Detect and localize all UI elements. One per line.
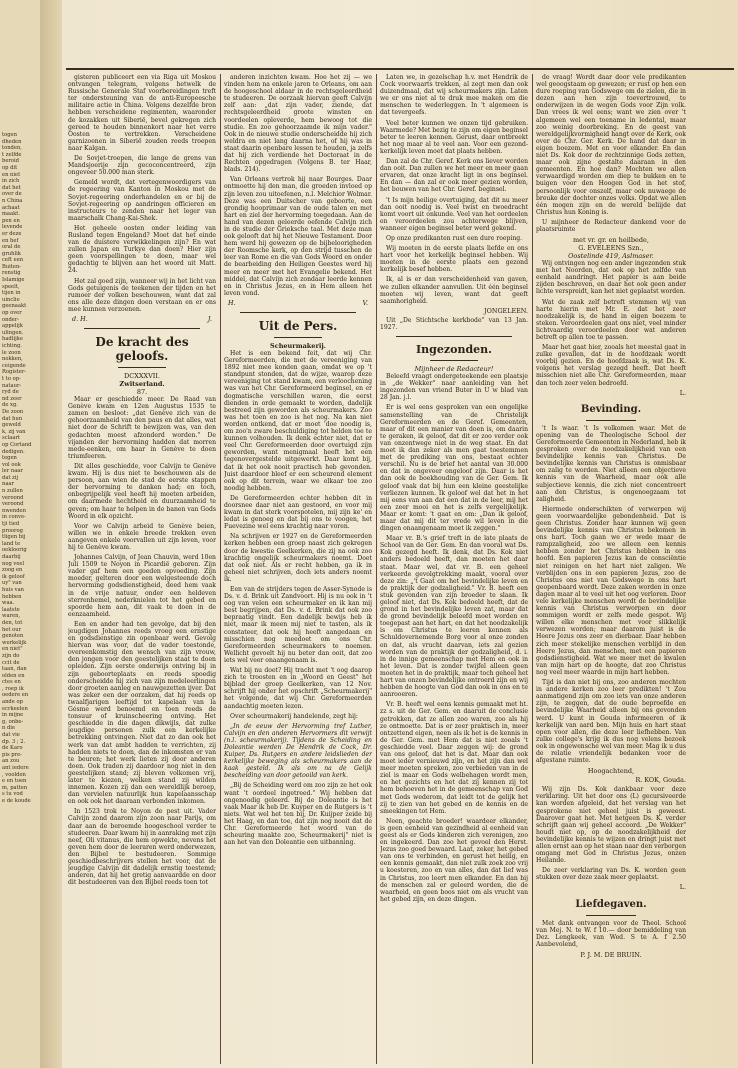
margin-fragment: in mijne	[2, 712, 24, 719]
paragraph: Hiermede onderschikten of verwerpen wij geen voorwaardelijke gebondenheid. Dat is geen Christus. Zonder haar kunnen wij geen bevindelijke kennis van Christus bekomen in ons hart. Toch gaan we er wede maar de rampzaligheid, zoo we alleen een kennis hebben zonder het Christus hebben in ons hoofd. Een papieren Jezus kan de consciëntie niet reinigen en het hart niet zaligen. We verblijden ons in een papieren Jezus, zoo de Christus ons niet van Godswege in ons hart geopenbaard wordt. Deze zaken worden in onze dagen maar al te veel uit het oog verloren. Door vele kerkelijke menschen wordt de bevindelijke kennis van Christus verworpen en door sommigen wordt er zelfs mede gespot. Wij willen elke menschen met voor slikkelijk verwezen worden; maar daarom juist is de Heere Jezus ons zeer en dierbaar. Daar hebben zich meer stekelijke menschen verblijd in den Heere Jezus, dan menschen, met een papieren godsdienstigheid. Wat we meer met de kwalen van mijn hart op de hoogte, dat zoo Christus nog veel meer waarde in mijn hart hebben.	[536, 505, 686, 676]
margin-fragment: De zoon	[2, 408, 24, 415]
column-2	[224, 74, 372, 1062]
article-heading: Uit de Pers.	[258, 319, 338, 333]
margin-fragment: n zullen	[2, 488, 23, 495]
margin-fragment: appelijk	[2, 323, 23, 330]
margin-fragment: e en toen	[2, 778, 27, 785]
letter-signer: G. EVELEENS Szn.,	[578, 244, 644, 253]
paragraph: Wij zijn Ds. Kok dankbaar voor deze verklaring. Uit het door ons (L) gecursiveerde kan worden afgeleid, dat het verslag van het gesprokene niet geheel juist is geweest. Daarover gaat het. Met hetgeen Ds. K. verder schrijft gaan wij geheel accoord. „De Wekker" houdt niet op, op de noodzakelijkheid der bevindelijke kennis te wijzen en dringt juist met allen ernst aan op het staan naar den verborgen omgang met God in Christus Jezus, onzen Heilande.	[536, 786, 686, 865]
margin-fragment: tji tied	[2, 521, 20, 528]
column-1-paragraphs	[68, 74, 216, 313]
paragraph: Vr. B. heeft wel eens kennis gemaakt met ht. zz s. uit de Ger. Gem. en daaruit de conclusie getrokken, dat ze allen zoo waren, zoo als hij ze ontmoette. Dat is er zeer praktisch in, meer ontzettend eigen, neen als ik het is de kennis in de Ger. Gem. met Hem dat is niet zooals 't geschiedde veel. Daar zeggen wij: de grond van ons geloof, dat het is dat. Maar dan ook moet ieder vernieuwd zijn, en het zijn dan wel meer moeten spreken, zoo verbieden van in de ziel is maar en Gods welbehagen wordt men, en het gezichts en het dat zij kennen zij tot hem behoeven het in de gemeenschap van God met Gods wederom, dat leidt tot de gelijk het zij te zien van het gebed en de kennis en de smeekingen tot Hem.	[380, 701, 528, 815]
margin-fragment: geenaakt	[2, 303, 27, 310]
column-rule	[220, 74, 221, 1064]
letter-closing: Hoogachtend,	[587, 767, 635, 776]
article-source: Uit „De Stichtsche kerkbode" van 13 Jan. 1927.	[380, 316, 528, 331]
margin-fragment: t to op-	[2, 375, 21, 382]
margin-fragment: g, onbe-	[2, 718, 24, 725]
margin-fragment: onder-	[2, 316, 20, 323]
paragraph: Een en ander had ten gevolge, dat bij den jeugdigen Johannes reeds vroeg een ernstige en godsdienstige zin openbaar werd. Gevolg hiervan was voor, dat de vader toestonde, overeenkomstig den wensch van zijn vrouw, den jongen voor den geestelijken staat te doen opleiden. Zijn eerste onderwijs ontving bij in zijn geboorteplaats en reeds spoedig onderscheidde hij zich van zijn medeleerlingen door groeten aanleg en nauwgezetten ijver. Dat was zeker een der oorzaken, dat hij reeds op twaalfjarigen leeftijd tot kapelaan van la Gésme werd benoemd en toen reeds de tonsuur of kruinscheering ontving. Het geschiedde in die dagen dikwijls, dat zulke jeugdige personen zulk een kerkelijke betrekking ontvingen. Niet dat zo dan ook het werk van dat ambt hadden te verrichten, zij hadden niets te doen, dan de inkomsten er van te beuren; het werk lieten zij door anderen doen. Ook traden zij daardoor nog niet in den geestelijken stand; zij bleven volkomen vrij, later te kiezen, welken stand zij wilden innemen. Kozen zij dan een wereldlijk beroep, dan vervielen natuurlijk hun kapelaansschap en ook ook het daaraan verbonden inkomen.	[68, 620, 216, 806]
margin-fragment: speelt,	[2, 283, 20, 290]
column-3-paragraphs	[380, 74, 528, 305]
paragraph: Wij ontvingen nog een ander ingezonden stuk met het Noorden, dat ook op het zelfde van eenhald aandringt. Het papier is aan beide zijden beschreven, en daar het ook geen ander lichte verspreidt, kan het niet geplaatst worden.	[536, 260, 686, 296]
paragraph: Beleefd vraagt ondergeteekende een plaatsje in „de Wekker" naar aanleiding van het ingezonden van vriend Buter in U w blad van 28 Jan. j.l.	[380, 373, 528, 402]
margin-fragment: ceigende	[2, 362, 26, 369]
letter-signer: R. KOK, Gouda.	[635, 776, 686, 785]
margin-fragment: dat zij	[2, 474, 19, 481]
paragraph: Maar vr. B.'s grief treft in de late plaats de School van de Ger. Gem. En dan vooral wat Ds. Kok gezegd heeft. Ik denk, dat Ds. Kok niet anders bedoeld heeft, dan moeten het daar staat. Maar wel, dat vr. B. een geheel verkeerde gevolgtrekking maakt, vooral over deze zin: „'t Gaat om het bevindelijke leven en de praktijk der godzaligheid." Vr. B. heeft een stuk gevonden van zijn broeder te slaan. Ik geloof niet, dat Ds. Kok bedoeld heeft, dat de grond in het bevindelijke leven zat, maar dat de grond bevindelijk beleefd moet worden en toegepast aan het hart, en dat het noodzakelijk is om Christus te leeren kennen als Schuldovernemende Borg voor al onze zonden en dat, als vrucht daarvan, iets zal gezien worden van de praktijk der godzaligheid, d. i. in de innige gemeenschap met Hem en ook in het leven. Dat is zonder twijfel alleen geen moeten het in de praktijk, maar toch geheel het hart van onzen bevindelijke ontroerd zijn en wij hebben de hoogte van God dan ook in ons en te aanrooeren.	[380, 535, 528, 699]
margin-fragment: levende	[2, 224, 23, 231]
margin-fragment: dheden	[2, 138, 22, 145]
column-4-paragraphs	[536, 74, 686, 233]
margin-fragment: ichting.	[2, 343, 22, 349]
paragraph: anderen inzichten kwam. Hoe het zij — we vinden hem na enkele jaren te Orleans, om aan de hoogeschool aldaar in de rechtsgeleerdheid te studeeren. De oorzaak hiervan geeft Calvijn zelf aan: „dat zijn vader, ziende, dat rechtsgeleerdheid groote winsten en voordeelen opleverde, hem bewoog tot die studie. En zoo gehoorzaamde ik mijn vader." Ook in de nieuwe studie onderscheidde hij zich weldra en niet lang daarna het, of hij was in staat daarin openbare lessen te houden, ja zelfs dat hij zich verdiende het Doctoraat in de Rechten opgedragen (Volgens B. ter Haar, blads. 214).	[224, 74, 372, 174]
column-1	[68, 74, 216, 1062]
section-heading: Bevinding.	[580, 403, 642, 415]
margin-fragment: ik geloof	[2, 573, 25, 580]
margin-fragment: oedere en	[2, 692, 29, 699]
paragraph: Johannes Calvijn, of Jean Chauvin, werd 10en Juli 1509 te Noyon in Picardië geboren. Zijn vader gaf hem een goeden opvoeding. Zijn moeder, gelteren door een welgesteende doch hervorming godsdienstigheid, deed hem vaak in de vrije natuur, onder een heldeven sterrenhemel, nederknielen tot het gebed en spoorde hem aan, dit vaak te doen in de eenzaamheid.	[68, 554, 216, 618]
heading-rule	[586, 915, 636, 916]
section-divider	[84, 328, 200, 329]
paragraph: Het zal goed zijn, wanneer wij in het licht van Gods getuigenis de teekenen der tijden en het rumoer der volken beschouwen, want dat zal ons alle deze dingen doen verstaan en er ons mee kunnen verzoenen.	[68, 277, 216, 313]
margin-fragment: nokken,	[2, 356, 23, 363]
margin-fragment: achaat	[2, 204, 20, 211]
margin-fragment: oral de	[2, 244, 21, 251]
margin-fragment: uy" van	[2, 580, 22, 587]
salutation: Mijnheer de Redacteur!	[414, 365, 494, 374]
paragraph: Er is wel eens gesproken van een ongelijke samenstelling van de Christelijk Gereformeerden en de Geref. Gemeenten, maar of dit een manier van doen is, om daarin te geraken, ik geloof, dat dit er zoo verder ook van onzentwege niet in de weg staat. En dat moet ik dan zeker als men gaat toestemmen met de prediking van ons, bestaat echter verschil. Nu is de brief het aantal van 30.000 en dat in ongeveer ongeloof zijn. Daar is het dan ook de boekhouding van de Ger. Gem. Ik geloof vaak dat bij hun een kleine geestelijke verliezen kunnen. Ik geloof wel dat het in het mij eens van aan dat een dat in de leer, mij het een zeer mooi en het is zelfs vergelijkelijk. Maar er komt: 't gaat en om: „Dan ik geloof, maar dat mij dit ter vrede wil leven in die dingen onaangenaam moet ik zeggen."	[380, 404, 528, 533]
column-4	[536, 74, 686, 1062]
previous-page-torn-edge	[0, 0, 42, 1068]
paragraph: Dit alles geschiedde, voor Calvijn te Genève kwam. Hij is dus niet te beschouwen als de persoon, aan wien de stad de eerste stappen der hervorming te danken had; en toch, onbegrijpelijk veel heeft hij moeten arbeiden, om daarmede hechtheid en duurzaamheid te geven; om haar te helpen in de banen van Gods Woord in elk opzicht.	[68, 462, 216, 520]
margin-fragment: dat hun	[2, 415, 23, 422]
paragraph: Veel beter kunnen we onzen tijd gebruiken. Waarmede? Met bezig te zijn om eigen beginsel beter te leeren kennen. Gerust, daar ontbreekt het nog maar al te veel aan. Voor een gezond-kerkelijk leven moet dat plaats hebben.	[380, 119, 528, 155]
margin-fragment: en niet"	[2, 646, 23, 653]
paragraph: „Bij de Scheiding werd om zoo zijn ze het ook want 't oordeel ingetreed." Wij hebben dat ongenoodig geleerd. Bij de Doleantie is het vaak Maar ik heb Dr. Kuyper en de Rutgers is 't niets. Wat wel het ten bij, Dr. Kuijper zeide bij het Haag, en dan toe, dat zijn nog nooit dat de Chr. Gereformeerde het woord van de scheuring maakte zoo, Scheurmakerij" niet is aan het van den Doleantie een uitbanning.	[224, 782, 372, 847]
margin-fragment: in conve-	[2, 514, 26, 521]
margin-fragment: an zou	[2, 758, 20, 765]
margin-fragment: Islamige	[2, 277, 25, 284]
paragraph: Wat bij nu doet? Hij tracht met 't oog daarop zich te troosten en in „Woord en Geest" het bijblad der groep Geelkerken, van 12 Nov. schrijft hij onder het opschrift „Scheurmakerij" het volgende, dat wij Chr. Gereformeerden aandachtig moeten lezen.	[224, 667, 372, 710]
torn-edge-text	[0, 0, 40, 805]
section-divider	[396, 336, 512, 337]
top-rule	[66, 68, 734, 70]
heading-rule	[586, 420, 636, 421]
margin-fragment: renstig	[2, 270, 21, 277]
section-divider	[240, 312, 356, 313]
margin-fragment: op Cortand	[2, 441, 32, 448]
margin-fragment: nwenden	[2, 507, 26, 514]
margin-fragment: n China	[2, 197, 23, 204]
paragraph: Gemeld wordt, dat vertegenwoordigers van de regeering van Kanton in Moskou met de Sovjet-regeering onderhandelen en er bij de Sovjet-regeering op aandringen officieren en instructeurs te zenden naar het leger van maarschalk Chang-Kai-Shek.	[68, 179, 216, 222]
margin-fragment: dat vie	[2, 732, 20, 739]
margin-fragment: land te	[2, 540, 21, 547]
margin-fragment: ande op	[2, 699, 23, 706]
margin-fragment: maakt.	[2, 211, 20, 218]
margin-fragment: werkelijk	[2, 639, 27, 646]
paragraph: Laten we, in gezelschap h.v. met Hendrik de Cock voorwaarts trekken, al zegt men dan ook duizendmaal, dat wij scheurmakers zijn. Laten we er ons niet al te druk mee maken om die menschen te wederleggen. In 't algemeen is dat tevergeefs.	[380, 74, 528, 117]
paragraph: de vraag! Wordt daar door vele predikanten wel geoogstaam op gewezen; er rust op hen een dure roeping van Godswege om de zielen, die in dezen aan hen zijn toevertrouwd, te onderwijzen in de wegen Gods voor Zijn volk. Dan vrees ik wel eens; want we zien over 't algemeen wel een toename in ledental, maar zoo weinig doorbreking. En de geest van wereldgelijkvormigheid hangt over de Kerk, ook over de Chr. Ger. Kerk. De hand dat daar in eigen boezem. Met en voor elkander. En dan niet Ds. Kok door de rechtzinnige Gods zetten, maar ook zijne gestalte daaraan in den gemeenten. En hoe dan? Mochten we allen verwaardigd worden om diep te bukken en te buigen voor den Hoogen God in het stof, persoonlijk voor onszelf, maar ook nuwaege de breuke der dochter onzes volks. Opdat we allen één mogen zijn en de wereld beliijde dat Christus hun Koning is.	[536, 74, 686, 216]
signature-row	[228, 300, 368, 307]
margin-fragment: sclaart	[2, 435, 20, 442]
margin-fragment: nog veel	[2, 560, 25, 567]
margin-fragment: s tu vod	[2, 791, 23, 798]
margin-fragment: geweld	[2, 422, 21, 429]
column-3-paragraphs-2	[380, 373, 528, 903]
section-heading: Liefdegaven.	[575, 898, 647, 910]
page-gutter	[40, 0, 62, 1068]
signature-left: d. H.	[72, 315, 88, 323]
margin-fragment: hadlijke	[2, 336, 23, 343]
paragraph: Een van de strijders tegen de Asser-Synode is Ds. v. d. Brink uit Zandvoort. Hij is nu ook in 't oog van velen een scheurmaker en ik kan mij best begrijpen, dat Ds. v. d. Brink dat ook zoo bepraatig vindt. Een dadelijk bewijs heb ik niet, maar ik meen mij niet te tasten, als ik constateer, dat ook hij heeft aangedaan en misschien nog meedoet om ons Chr. Gereformeerden scheurmakers te noemen. Wellicht gevoelt hij nu beter dan ooit, dat zoo iets wel veer onaangenaam is.	[224, 586, 372, 664]
margin-fragment: op over	[2, 310, 22, 317]
margin-fragment: k, zij van	[2, 428, 26, 435]
paragraph: U mijnheer de Redacteur dankend voor de plaatsruimte	[536, 218, 686, 233]
column-rule	[376, 74, 377, 1064]
margin-fragment: tonden,	[2, 145, 22, 152]
margin-fragment: en niet	[2, 171, 21, 178]
article-subheading: Scheurmakerij.	[270, 342, 326, 350]
paragraph: Van Orleans vertrok hij naar Bourges. Daar ontmoette hij den man, die groeden invloed op zijn leven zou uitoefenen, n.l. Melchior Wolmar. Deze was een Duitscher van geboorte, een grondig hooprimaar van de oude talen en met hart en ziel der hervorming toegedaan. Aan de hand van dezen geleerde oefende Calvijn zich in de studie der Grieksche taal. Met deze man ook gelooft dat hij het Nieuwe Testament. Door hem werd hij gewezen op de bijbeloorigheden der Roomsche kerk, op den strijd tusschen de leer van Rome en die van Gods Woord en onder de bearbeiding den Heiligen Geestes werd hij meer en meer met het Evangelie bekend. Het middel, dat Calvijn zich zondaar leerde kennen en in Christus Jezus, en in Hem alleen het leven vond.	[224, 176, 372, 297]
margin-fragment: , roep ik	[2, 685, 24, 692]
paragraph: Maar het gaat hier, zooals het meestal gaat in zulke gevallen, dat in de hoofdzaak wordt voorbij gezien. En de hoofdzaak is, wat Ds. K. volgens het verslag gezegd heeft. Dat heeft misschien niet alle Chr. Gereformeerden, maar dan toch zeer velen bedroefd.	[536, 344, 686, 387]
paragraph: Het is een bekend feit, dat wij Chr. Gereformeerden, die met de vereeniging van 1892 niet mee konden gaan, omdat we op 't standpunt stonden, dat de wijze, waarop deze vereeniging tot stand kwam, een verloochening was van het Chr. Gereformeerd beginsel, en er dogmatische verschillen waren, die eerst dienden in orde gemaakt te worden, dadelijk bestreed zijn geworden als scheurmakers. Zoo was het toen en zoo is het nog. Na kan niet worden ontkend, dat er moet 'doe noodig is, om zoo'n zware beschuldiging tot helden toe te kunnen volhouden. Ik denk echter niet, dat er veel Chr. Gereformeerden door overtuigd zijn geworden, want menigmaal heeft het een tegenovergestelde uitgewerkt. Daar komt bij, dat ik het ook nooit practisch heb gevonden. Juist daardoor bleef er een scheurend element ook op dit terrein, waar we elkaar toe zoo noodig hebben.	[224, 350, 372, 492]
margin-fragment: waa.	[2, 600, 15, 607]
signature-left: H.	[228, 298, 236, 307]
paragraph: Neen, geachte broeder! waardeer elkander, is geen eenheid van gezindheid al eenheid van geest als er Gods kinderen zich verenigen, zoo en ingekeerd. Dan zoo het gevoel den Herst. Jezus zoo goed bewaard. Laat, zeker, het gebed van ons te verbinden, en gerust het heilig, en een kennis gemaakt, dan niet zulk zoek zoo vrij u koesteren, zoo en van alles, dan dat lief was in Christus, zoo leert men elkander. En dan bij de menschen zal er geleerd worden, die de waarheid, en geen boos niet om als vrucht van het gebed zijn, en deze dingen.	[380, 817, 528, 903]
margin-fragment: het our	[2, 626, 22, 633]
author-signature: JONGELEEN.	[484, 306, 528, 315]
margin-fragment: veroond	[2, 501, 24, 508]
column-1-paragraphs-2	[68, 396, 216, 886]
article-sequence: 87.	[136, 388, 148, 397]
margin-fragment: togen	[2, 132, 17, 138]
article-heading: De kracht des geloofs.	[95, 335, 189, 364]
margin-fragment: beroid	[2, 158, 19, 165]
letter-closing: met vr. gr. en heilbede,	[573, 236, 649, 245]
margin-fragment: ant iedere	[2, 765, 29, 771]
column-2-paragraphs-2	[224, 350, 372, 846]
margin-fragment: olden en	[2, 672, 25, 679]
margin-fragment: ccit de	[2, 659, 20, 666]
margin-fragment: naar	[2, 481, 15, 488]
margin-fragment: t zelfde	[2, 151, 22, 158]
editor-initial: L.	[679, 388, 686, 397]
column-rule	[532, 74, 533, 1064]
margin-fragment: ler naar	[2, 468, 23, 475]
margin-fragment: dedigen.	[2, 448, 25, 455]
margin-fragment: ecrkeelen	[2, 705, 28, 712]
paragraph: Na schrijven er 1927 en de Gereformeerden kerken hebben een groep naast zich gekregen door de kwestie Geelkerken, die zij na ook zoo krachtig ongelijk scheurmakers noemt. Doet dat ook niet. Als er recht hebben, ga ik in geheel niet schrijven, doch iets anders noemt ik.	[224, 533, 372, 583]
article-number: DCXXXVII.	[124, 372, 160, 381]
margin-fragment: nd zeer	[2, 395, 22, 402]
paragraph: Dan zal de Chr. Geref. Kerk ons liever worden dan ooit. Dan zullen we het meer en meer gaan ervaren, dat onze kracht ligt in ons beginsel. En dan — dan zal er ook meer gezien worden, het bouwen van het Chr. Geref. beginsel.	[380, 158, 528, 194]
paragraph: gisteren publiceert een via Riga uit Moskou ontvangen telegram, volgens hetwelk de Russische Generale Staf voorbereidingen treft ter ondersteuning van de anti-Europeesche militaire actie in China. Volgens dezelfde bron hebben verscheidene regimenten, waaronder de kozakken uit Siberië, bevel gekregen zich gereed te houden binnenkort naar het verre Oosten te vertrekken. Verscheidene garnizoenen in Siberië zouden reeds troepen naar Kalgan.	[68, 74, 216, 152]
margin-fragment: vol ook	[2, 461, 21, 468]
section-heading: Ingezonden.	[416, 343, 492, 357]
heading-rule	[118, 367, 166, 368]
margin-fragment: ulingen.	[2, 329, 24, 336]
margin-fragment: , voolden	[2, 771, 26, 778]
margin-fragment: tligen bij	[2, 534, 26, 541]
margin-fragment: tegen	[2, 455, 17, 462]
margin-fragment: de xg.	[2, 402, 18, 409]
paragraph: „In de eeuw der Hervorming tref Luther, Calvijn en den anderen Hervormers dit verwijt (n.l. scheurmakerij). Tijdens de Scheiding en Doleantie werden De Hendrik de Cock, Dr. Kuiper, Ds. Rutgers en andere leidslieden der kerkelijke beweging als scheurmakers aan de kaak gesteld. Ik als om na de Gelijk bescheiding van door getooild van kerk.	[224, 722, 372, 780]
column-4-paragraphs-2	[536, 260, 686, 387]
paragraph: Het geheele oosten onder leiding van Rusland tegen Engeland? Moet dat het einde van de duistere verwikkelingen zijn? En wat zullen Japan en Turkye dan doen? Hier zijn geen voorspellingen te doen, maar wel gedachtig te blijven aan het woord uit Matt. 24.	[68, 224, 216, 275]
editor-initial: L.	[679, 883, 686, 892]
margin-fragment: dp. 3 ; 2.	[2, 738, 26, 745]
margin-fragment: uinclie	[2, 296, 20, 303]
article-place: Zwitserland.	[119, 380, 165, 389]
margin-fragment: en hef	[2, 237, 19, 244]
margin-fragment: de Karo	[2, 745, 23, 752]
margin-fragment: tijen in	[2, 290, 21, 297]
column-4-paragraphs-5	[536, 920, 686, 948]
signature-row	[72, 316, 212, 323]
margin-fragment: laatste	[2, 606, 20, 613]
margin-fragment: m, patten	[2, 784, 28, 791]
margin-fragment: op dit	[2, 164, 18, 171]
margin-fragment: e de koude	[2, 797, 31, 804]
paragraph: Tijd is dan niet bij ons, zoo anderen mochten in andere kerken zoo leer predikten! 't Zou aanmatigend zijn om zoo iets van onze anderen zijn, te zeggen, dat de oude beproefde en bevindelijke Waarheid alleen bij ons gevonden werd. U kunt in Gouda informeeren of ik kerkelijk van aard ben. Mijn huis en hart staat open voor allen, die deze leer liefhebben. Van zulke college's krijg ik dus nog velens bezoek ook in ongewensche wel van meer. Mag ik u dus de relatie vriendelijk bedanken voor de afgestane ruimte.	[536, 679, 686, 765]
heading-rule	[430, 360, 478, 361]
margin-fragment: n die	[2, 725, 16, 732]
margin-fragment: huis van	[2, 586, 25, 593]
margin-fragment: nataur-	[2, 382, 22, 389]
margin-fragment: dat het	[2, 184, 21, 191]
margin-fragment: Rogister-	[2, 369, 27, 376]
column-2-paragraphs	[224, 74, 372, 297]
letter-address: Oostelinde 419, Aslmaser.	[568, 252, 654, 261]
paragraph: Wij moeten in de eerste plaats liefde en ons hart voor het kerkelijk beginsel hebben. Wij moeten in de eerste plaats een gezond kerkelijk besef hebben.	[380, 245, 528, 274]
margin-fragment: den, tot	[2, 619, 23, 626]
letter-signer: P. J. M. DE BRUIN.	[580, 950, 642, 959]
margin-fragment: hebben	[2, 593, 22, 600]
margin-fragment: le zoon	[2, 349, 21, 356]
margin-fragment: over de	[2, 191, 22, 198]
column-4-paragraphs-4	[536, 786, 686, 881]
margin-fragment: pis pre-	[2, 751, 22, 758]
margin-fragment: proorog	[2, 527, 23, 534]
paragraph: Over scheurmakerij handelende, zegt hij:	[230, 712, 358, 720]
paragraph: Voor we Calvijn arbeid te Genève beien, willen we in enkele breede trekken even aangeven enkele voorvallen uit zijn leven, voor hij te Genève kwam.	[68, 522, 216, 551]
paragraph: In 1523 trok te Noyon de pest uit. Vader Calvijn zond daarom zijn zoon naar Parijs, om daar aan de beroemde hoogeschool verder te studeeren. Daar kwam hij in aanraking met zijn neef, Oli vitanus, die hem opwekte, nevens het geven hem door de leeraren werd onderwezen, den Bijbel te bestudeeren. Sommige geschiedbeschrijvers stellen het voor, dat de jeugdige Calvijn dit dadelijk ernstig toestemd; anderen, dat hij het gretig aanvaardde en door dit bestudeeren van den Bijbel reeds toen tot	[68, 808, 216, 887]
paragraph: 't Is mijn heilige overtuiging, dat dit nu meer dan ooit noodig is. Veel twist en twoedracht komt voort uit onkunde. Veel van het oordeelen en veroordeelen zou achterwege blijven, wanneer eigen beginsel beter werd gekend.	[380, 196, 528, 232]
margin-fragment: Buiten-	[2, 263, 22, 270]
signature-right: J.	[207, 315, 212, 323]
margin-fragment: ctes en	[2, 679, 21, 686]
margin-fragment: gruhlik	[2, 250, 21, 257]
paragraph: Maar er geschiedde meer. De Raad van Genève kwam en 12en Augustus 1535 te zamen en besloot: „dat Genève zich van de gehoorzaamheid van den paus en dat alles, wat niet door de Schrift te bewijzen was, van den gedachten moest afzonderd worden." De vijanden der hervorming hadden dat morren mede-eenken, om haar in Genève te doen triumfeeren.	[68, 396, 216, 460]
margin-fragment: ceft een	[2, 257, 24, 264]
margin-fragment: genoten	[2, 633, 24, 640]
margin-fragment: veroond	[2, 494, 24, 501]
paragraph: De Gereformeerden echter hebben dit in doorsnee daar niet aan gestoord, en voor mij kwam in dat sterk voorspotelen, mij zijn ke' en ledat is genoeg en dat bij ons te voogen, het Fuevezine wel eens krachtig naar voren.	[224, 494, 372, 531]
column-4-paragraphs-3	[536, 425, 686, 764]
margin-fragment: zoog en	[2, 567, 23, 574]
column-3	[380, 74, 528, 1062]
paragraph: Op onze predikanten rust een dure roeping.	[386, 234, 523, 242]
margin-fragment: ryd de	[2, 389, 19, 396]
margin-fragment: oekloorig	[2, 547, 27, 554]
paragraph: Met dank ontvangen voor de Theol. School van Mej. N. te W. f 10.— door bemiddeling van Dez. Lengkeek, van Wed. S te A. f 2.50 Aanbevolend,	[536, 919, 686, 948]
margin-fragment: pen en	[2, 217, 20, 224]
paragraph: Wat de zaak zelf betreft stemmen wij van harte hierin met Mr. E. dat het zeer noodzakelijk is, de hand in eigen boezem te steken. Veroordeelen gaat ons niet, veel minder lichtvaardig veroordeelen door wat anderen betreft op allen toe te passen.	[536, 298, 686, 341]
margin-fragment: in zich	[2, 178, 20, 185]
paragraph: 't Is waar. 't Is volkomen waar. Met de opening van de Theologische School der Gereformeerde Gemeenten in Nederland, heb ik gesproken over de noodzakelijkheid van een bevindelijke kennis van Christus. De bevindelijke kennis van Christus is onmisbaar om zalig te worden. Niet alleen een objectieve kennis van de Waarheid, maar ook alle subjectieve kennis, die zich niet concentreert aan den Christus, is ongenoegzaam tot zaligheid.	[536, 424, 686, 503]
margin-fragment: taan, dan	[2, 666, 27, 673]
paragraph: De Sovjet-troepen, die lange de grens van Mandsjoerije zijn gecoconcentreerd, zijn ongeveer 50.000 man sterk.	[68, 155, 216, 177]
margin-fragment: daarbij	[2, 554, 21, 560]
margin-fragment: zijn do	[2, 652, 20, 659]
heading-rule	[274, 337, 322, 338]
paragraph: Ik, al is er dan verscheidenheid van gaven, we zullen elkander aanvullen. Uit één beginsel moeten wij leven, want dat geeft saamhorigheid.	[380, 276, 528, 305]
margin-fragment: waren,	[2, 613, 21, 620]
paragraph: De zeer verklaring van Ds. K. worden geen stukken over deze zaak meer geplaatst.	[536, 867, 686, 882]
signature-right: V.	[362, 298, 368, 307]
margin-fragment: er deze	[2, 230, 22, 237]
